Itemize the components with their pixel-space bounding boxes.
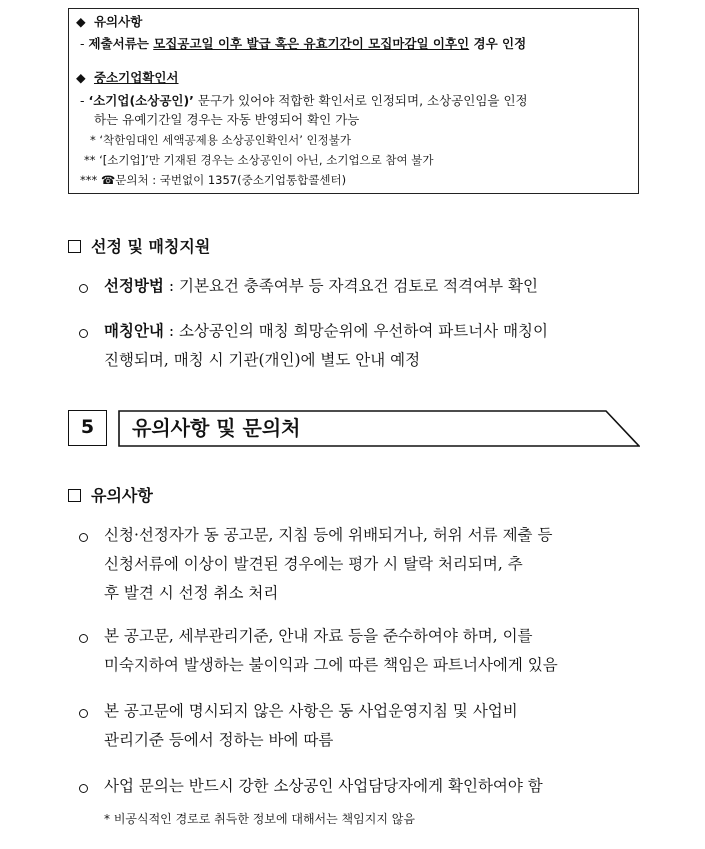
notice-line-c: * ‘착한임대인 세액공제용 소상공인확인서’ 인정불가 bbox=[90, 133, 351, 147]
diamond-icon: ◆ bbox=[76, 70, 86, 85]
circle-bullet-icon bbox=[79, 784, 88, 793]
note-3-line-1: 본 공고문에 명시되지 않은 사항은 동 사업운영지침 및 사업비 bbox=[104, 702, 518, 720]
section-title: 유의사항 및 문의처 bbox=[132, 416, 301, 440]
square-icon bbox=[68, 240, 81, 253]
note-2-line-1: 본 공고문, 세부관리기준, 안내 자료 등을 준수하여야 하며, 이를 bbox=[104, 627, 533, 645]
notice-document-rule: - 제출서류는 모집공고일 이후 발급 혹은 유효기간이 모집마감일 이후인 경우 인정 bbox=[80, 36, 527, 51]
note-3-line-2: 관리기준 등에서 정하는 바에 따름 bbox=[104, 731, 334, 749]
note-1-line-1: 신청·선정자가 동 공고문, 지침 등에 위배되거나, 허위 서류 제출 등 bbox=[104, 526, 553, 544]
selection-heading: 선정 및 매칭지원 bbox=[68, 234, 210, 257]
matching-guide: 매칭안내 : 소상공인의 매칭 희망순위에 우선하여 파트너사 매칭이 bbox=[104, 321, 548, 340]
note-4-line-1: 사업 문의는 반드시 강한 소상공인 사업담당자에게 확인하여야 함 bbox=[104, 777, 543, 795]
circle-bullet-icon bbox=[79, 709, 88, 718]
square-icon bbox=[68, 489, 81, 502]
circle-bullet-icon bbox=[79, 329, 88, 338]
note-1-line-2: 신청서류에 이상이 발견된 경우에는 평가 시 탈락 처리되며, 추 bbox=[104, 555, 523, 573]
notice-line-a: - ‘소기업(소상공인)’ 문구가 있어야 적합한 확인서로 인정되며, 소상공인임을 인정 bbox=[80, 93, 528, 108]
matching-guide-cont: 진행되며, 매칭 시 기관(개인)에 별도 안내 예정 bbox=[104, 351, 421, 369]
note-1-line-3: 후 발견 시 선정 취소 처리 bbox=[104, 584, 279, 602]
notice-line-d: ** ‘[소기업]’만 기재된 경우는 소상공인이 아닌, 소기업으로 참여 불가 bbox=[84, 153, 434, 167]
circle-bullet-icon bbox=[79, 533, 88, 542]
note-2-line-2: 미숙지하여 발생하는 불이익과 그에 따른 책임은 파트너사에게 있음 bbox=[104, 656, 558, 674]
phone-icon: ☎ bbox=[100, 173, 116, 187]
selection-method: 선정방법 : 기본요건 충족여부 등 자격요건 검토로 적격여부 확인 bbox=[104, 276, 538, 295]
footnote: * 비공식적인 경로로 취득한 정보에 대해서는 책임지지 않음 bbox=[104, 812, 415, 826]
section-number: 5 bbox=[68, 410, 107, 446]
notice-line-b: 하는 유예기간일 경우는 자동 반영되어 확인 가능 bbox=[94, 112, 360, 127]
diamond-icon: ◆ bbox=[76, 14, 86, 29]
circle-bullet-icon bbox=[79, 284, 88, 293]
circle-bullet-icon bbox=[79, 634, 88, 643]
notice-heading-2: ◆ 중소기업확인서 bbox=[76, 70, 179, 85]
notice-line-e: *** ☎문의처 : 국번없이 1357(중소기업통합콜센터) bbox=[80, 173, 347, 187]
notes-heading: 유의사항 bbox=[68, 483, 153, 506]
notice-heading-1: ◆ 유의사항 bbox=[76, 14, 143, 29]
